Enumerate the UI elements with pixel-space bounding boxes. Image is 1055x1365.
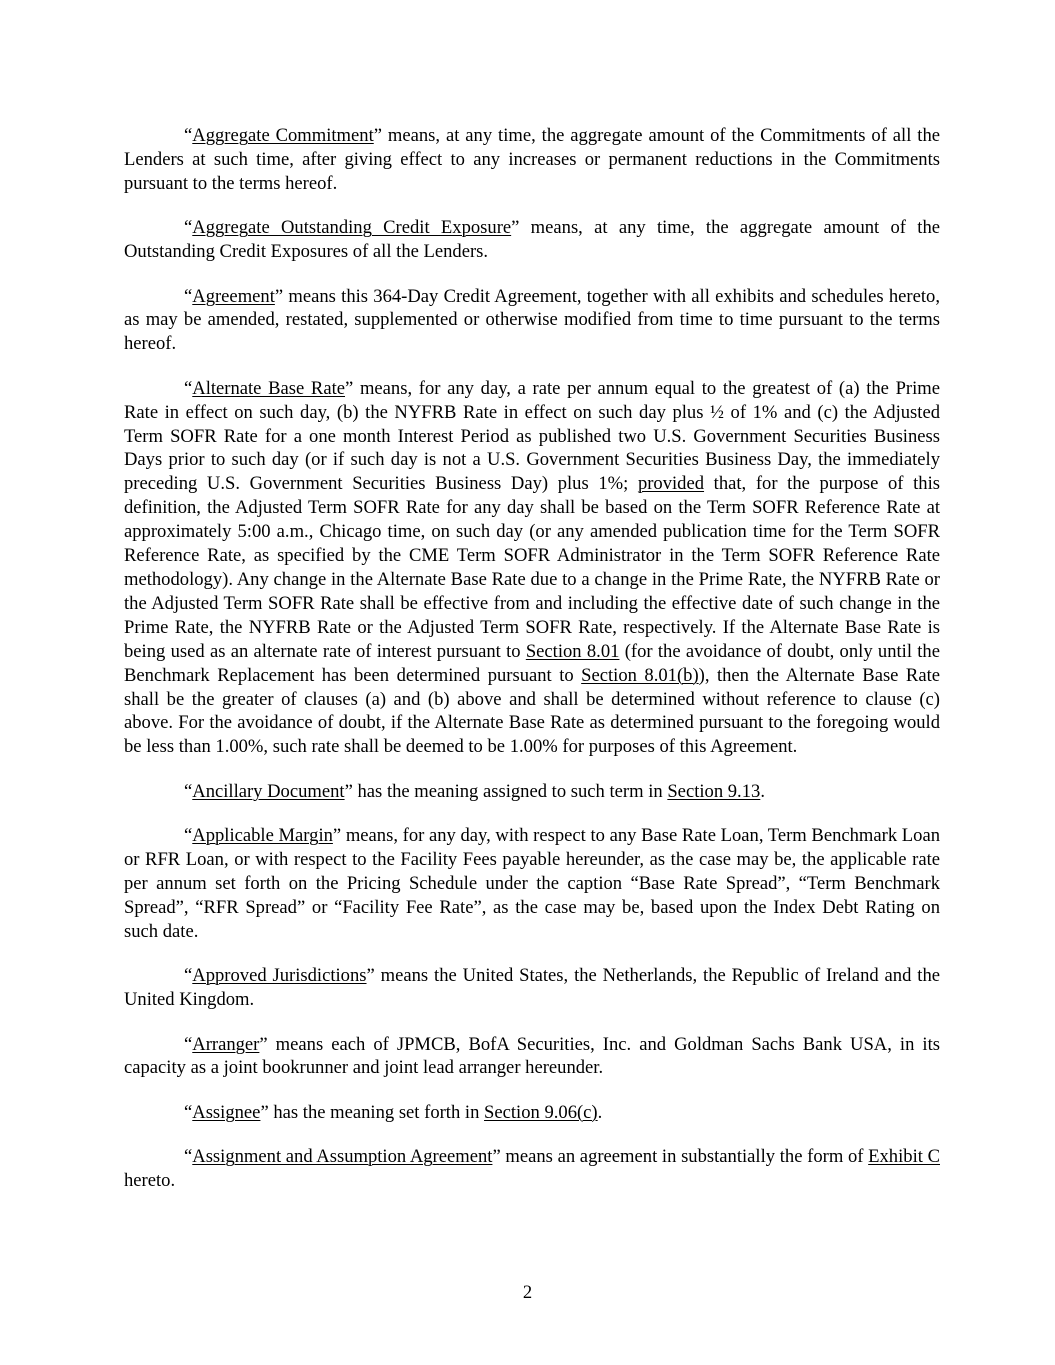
defined-term: Assignment and Assumption Agreement [192, 1146, 493, 1168]
definition-aggregate-commitment [124, 124, 940, 196]
definition-text: that, for the purpose of this definition, the Adjusted Term SOFR Rate for any day shall be based on the Term SOFR Reference Rate at approximately 5:00 a.m., Chicago time, on such day (or any amended publication time for the Term SOFR Reference Rate, as specified by the CME Term SOFR Administrator in the Term SOFR Reference Rate methodology). Any change in the Alternate Base Rate due to a change in the Prime Rate, the NYFRB Rate or the Adjusted Term SOFR Rate shall be effective from and including the effective date of such change in the Prime Rate, the NYFRB Rate or the Adjusted Term SOFR Rate, respectively. If the Alternate Base Rate is being used as an alternate rate of interest pursuant to [124, 473, 940, 662]
defined-term: Assignee [192, 1101, 261, 1123]
definition-applicable-margin [124, 824, 940, 944]
definition-text: has the meaning assigned to such term in [352, 780, 668, 802]
open-quote: “ [184, 217, 193, 239]
definition-text: means the United States, the Netherlands, the Republic of Ireland and the United Kingdom. [124, 965, 940, 1011]
section-reference: Section 9.13 [667, 780, 761, 802]
close-quote: ” [259, 1033, 268, 1055]
defined-term: Aggregate Outstanding Credit Exposure [192, 217, 512, 239]
open-quote: “ [184, 1146, 193, 1168]
open-quote: “ [184, 377, 193, 399]
close-quote: ” [274, 285, 284, 307]
section-reference: Section 9.06(c) [484, 1101, 598, 1123]
open-quote: “ [184, 780, 193, 802]
definition-text: means each of JPMCB, BofA Securities, Inc. and Goldman Sachs Bank USA, in its capacity as a joint bookrunner and joint lead arranger hereunder. [124, 1033, 940, 1079]
provided-term: provided [637, 473, 705, 495]
definition-approved-jurisdictions [124, 964, 940, 1012]
definition-text: (for the avoidance of doubt, only until the Benchmark Replacement has been determined pursuant to [124, 640, 940, 686]
section-reference: Section 8.01 [525, 640, 620, 662]
definition-agreement [124, 285, 940, 357]
section-reference: Section 8.01(b) [581, 664, 699, 686]
definition-ancillary-document [124, 780, 940, 804]
defined-term: Agreement [192, 285, 275, 307]
close-quote: ” [344, 780, 353, 802]
open-quote: “ [184, 825, 193, 847]
definition-text: means, for any day, with respect to any Base Rate Loan, Term Benchmark Loan or RFR Loan, or with respect to the Facility Fees payable hereunder, as the case may be, the applicable rate per annum set forth on the Pricing Schedule under the caption “Base Rate Spread”, “Term Benchmark Spread”, “RFR Spread” or “Facility Fee Rate”, as the case may be, based upon the Index Debt Rating on such date. [124, 825, 940, 942]
definition-text: means, at any time, the aggregate amount of the Outstanding Credit Exposures of all the Lenders. [124, 217, 940, 263]
close-quote: ” [332, 825, 342, 847]
defined-term: Aggregate Commitment [192, 125, 374, 146]
definition-text: ), then the Alternate Base Rate shall be the greater of clauses (a) and (b) above and shall be determined without reference to clause (c) above. For the avoidance of doubt, if the Alternate Base Rate as determined pursuant to the foregoing would be less than 1.00%, such rate shall be deemed to be 1.00% for purposes of this Agreement. [124, 664, 940, 758]
close-quote: ” [511, 217, 520, 239]
open-quote: “ [184, 965, 193, 987]
definition-assignee [124, 1101, 940, 1125]
definition-text: means, at any time, the aggregate amount of the Commitments of all the Lenders at such time, after giving effect to any increases or permanent reductions in the Commitments pursuant to the terms hereof. [124, 125, 941, 194]
definition-assignment-and-assumption-agreement [124, 1145, 940, 1193]
definition-text: means, for any day, a rate per annum equal to the greatest of (a) the Prime Rate in effect on such day, (b) the NYFRB Rate in effect on such day plus ½ of 1% and (c) the Adjusted Term SOFR Rate for a one month Interest Period as published two U.S. Government Securities Business Days prior to such day (or if such day is not a U.S. Government Securities Business Day, the immediately preceding U.S. Government Securities Business Day) plus 1%; [124, 377, 941, 495]
close-quote: ” [373, 125, 383, 146]
defined-term: Ancillary Document [192, 780, 345, 802]
exhibit-reference: Exhibit C [868, 1146, 940, 1168]
close-quote: ” [260, 1101, 269, 1123]
close-quote: ” [492, 1146, 501, 1168]
definition-arranger [124, 1033, 940, 1081]
definition-text: means this 364-Day Credit Agreement, together with all exhibits and schedules hereto, as may be amended, restated, supplemented or otherwise modified from time to time pursuant to the terms hereof. [124, 285, 940, 355]
definition-text-end: . [597, 1101, 603, 1123]
defined-term: Arranger [192, 1033, 260, 1055]
page-number: 2 [522, 1282, 533, 1303]
definition-text-end: hereto. [124, 1170, 176, 1192]
definition-aggregate-outstanding-credit-exposure [124, 216, 940, 264]
close-quote: ” [345, 377, 354, 399]
open-quote: “ [184, 1101, 193, 1123]
defined-term: Applicable Margin [192, 825, 333, 847]
defined-term: Approved Jurisdictions [192, 965, 367, 987]
definition-alternate-base-rate [124, 377, 940, 760]
definition-text-end: . [760, 780, 765, 802]
definition-text: means an agreement in substantially the form of [500, 1146, 869, 1168]
open-quote: “ [184, 125, 193, 146]
definition-text: has the meaning set forth in [268, 1101, 485, 1123]
open-quote: “ [184, 1033, 193, 1055]
document-page [124, 124, 940, 1214]
defined-term: Alternate Base Rate [192, 377, 346, 399]
open-quote: “ [184, 285, 193, 307]
close-quote: ” [366, 965, 375, 987]
